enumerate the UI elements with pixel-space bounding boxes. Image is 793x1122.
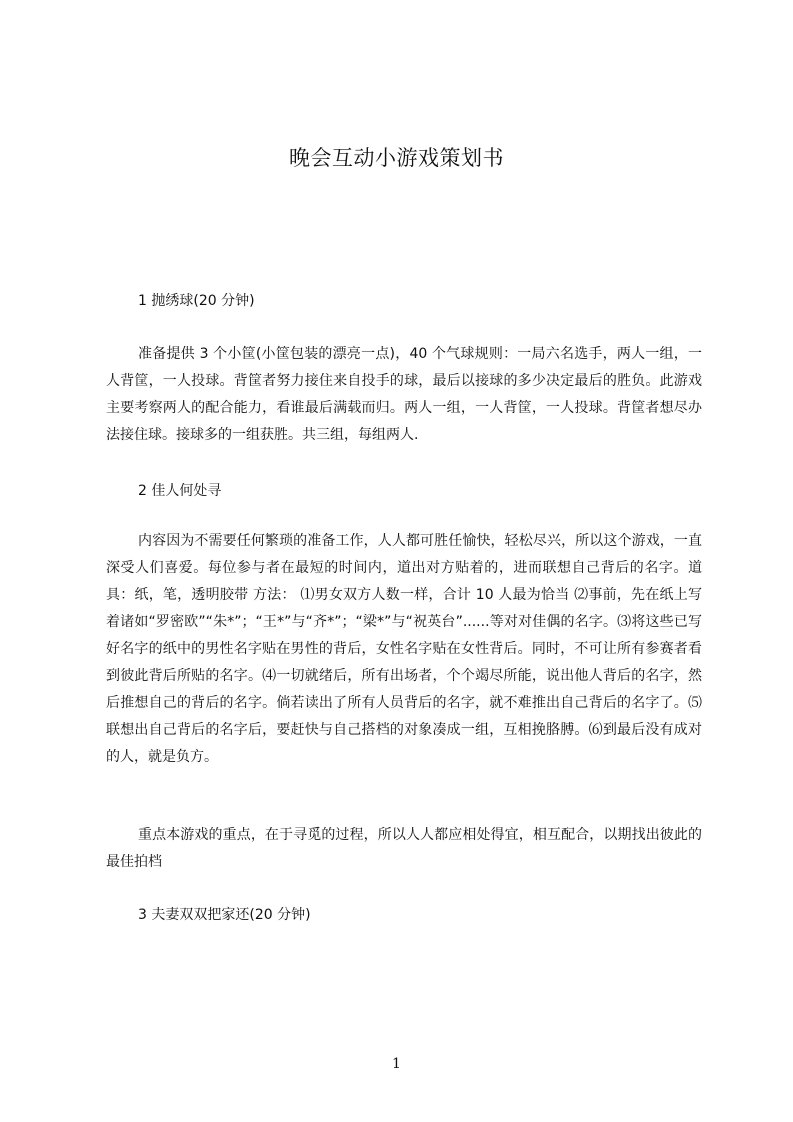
section-1-paragraph: 准备提供 3 个小筐(小筐包装的漂亮一点)，40 个气球规则：一局六名选手，两人一组，一人背筐，一人投球。背筐者努力接住来自投手的球，最后以接球的多少决定最后的胜负。此游戏主要考察两人的配合能力，看谁最后满载而归。两人一组，一人背筐，一人投球。背筐者想尽办法接住球。接球多的一组获胜。共三组，每组两人. — [106, 346, 702, 443]
section-heading-2: 2 佳人何处寻 — [138, 483, 222, 499]
section-heading-3: 3 夫妻双双把家还(20 分钟) — [138, 907, 311, 923]
section-heading-1: 1 抛绣球(20 分钟) — [138, 293, 255, 309]
page-number: 1 — [392, 1056, 401, 1072]
document-title: 晚会互动小游戏策划书 — [289, 146, 504, 170]
section-2-paragraph: 内容因为不需要任何繁琐的准备工作，人人都可胜任愉快，轻松尽兴，所以这个游戏，一直深受人们喜爱。每位参与者在最短的时间内，道出对方贴着的，进而联想自己背后的名字。道具：纸，笔，透明胶带 方法： ⑴男女双方人数一样，合计 10 人最为恰当 ⑵事前，先在纸上写着诸如“罗密欧”“朱*”；“王*”与“齐*”；“梁*”与“祝英台”......等对对佳偶的名字。⑶将这些已写好名字的纸中的男性名字贴在男性的背后，女性名字贴在女性背后。同时，不可让所有参赛者看到彼此背后所贴的名字。⑷一切就绪后，所有出场者，个个竭尽所能，说出他人背后的名字，然后推想自己的背后的名字。倘若读出了所有人员背后的名字，就不难推出自己背后的名字了。⑸联想出自己背后的名字后，要赶快与自己搭档的对象凑成一组，互相挽胳膊。⑹到最后没有成对的人，就是负方。 — [106, 533, 702, 765]
section-2-key-point-paragraph: 重点本游戏的重点，在于寻觅的过程，所以人人都应相处得宜，相互配合，以期找出彼此的最佳拍档 — [106, 827, 702, 870]
